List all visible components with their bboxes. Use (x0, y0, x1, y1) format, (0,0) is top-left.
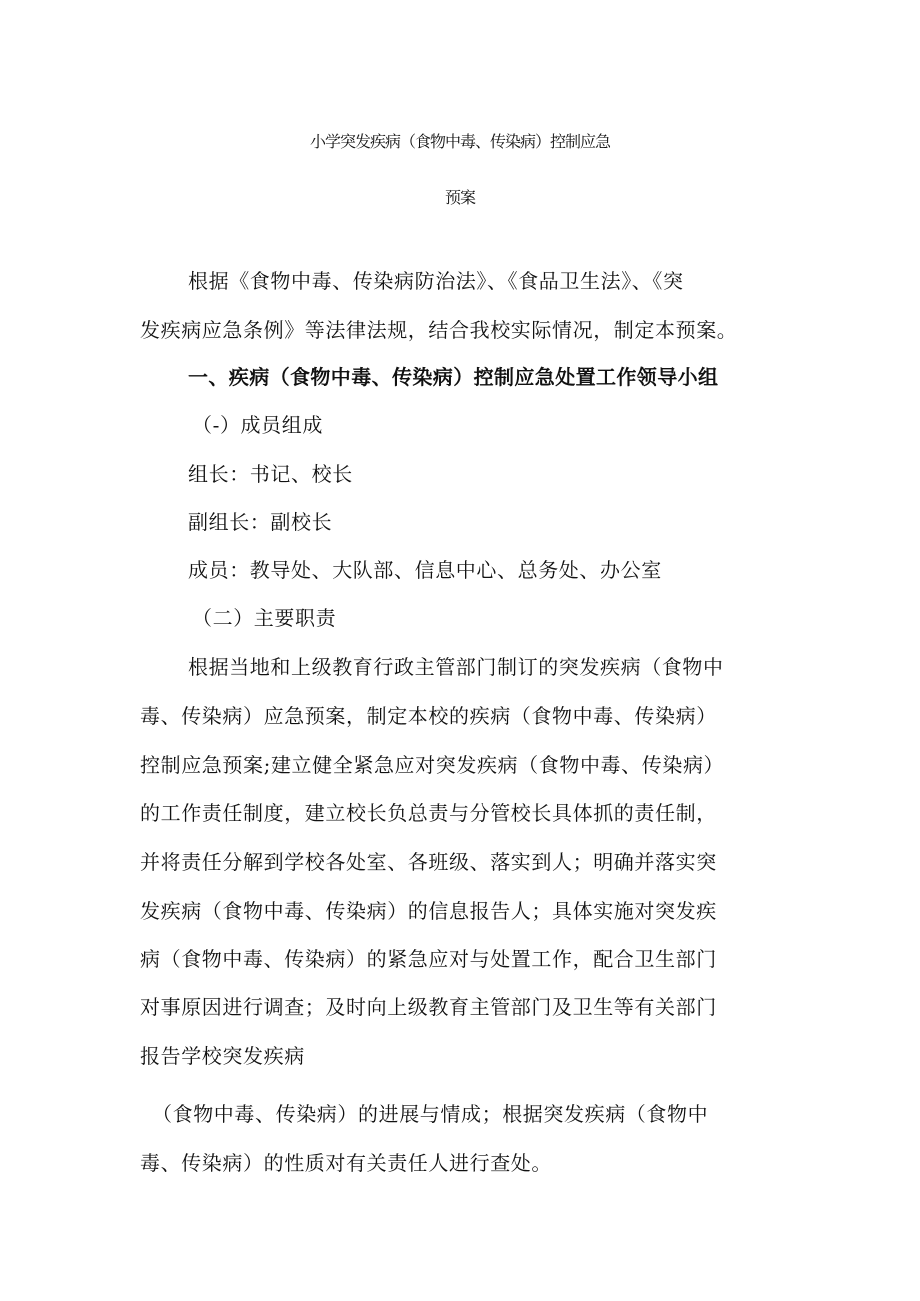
duties-continued-line: 毒、传染病）的性质对有关责任人进行查处。 (140, 1151, 552, 1175)
member-line-leader: 组长：书记、校长 (188, 462, 353, 486)
duties-line: 根据当地和上级教育行政主管部门制订的突发疾病（食物中 (188, 655, 724, 679)
duties-line: 毒、传染病）应急预案，制定本校的疾病（食物中毒、传染病） (140, 704, 717, 728)
subsection-members-heading: （-）成员组成 (192, 413, 323, 437)
duties-line: 控制应急预案;建立健全紧急应对突发疾病（食物中毒、传染病） (140, 753, 725, 777)
section-1-heading: 一、疾病（食物中毒、传染病）控制应急处置工作领导小组 (188, 365, 719, 389)
duties-line: 的工作责任制度，建立校长负总责与分管校长具体抓的责任制， (140, 801, 717, 825)
duties-line: 对事原因进行调查；及时向上级教育主管部门及卫生等有关部门 (140, 995, 717, 1019)
duties-line: 病（食物中毒、传染病）的紧急应对与处置工作，配合卫生部门 (140, 947, 717, 971)
duties-line: 并将责任分解到学校各处室、各班级、落实到人；明确并落实突 (140, 850, 717, 874)
subsection-duties-heading: （二）主要职责 (192, 606, 337, 630)
member-line-members: 成员：教导处、大队部、信息中心、总务处、办公室 (188, 558, 662, 582)
intro-line: 发疾病应急条例》等法律法规，结合我校实际情况，制定本预案。 (140, 318, 738, 342)
duties-continued-line: （食物中毒、传染病）的进展与情成；根据突发疾病（食物中 (152, 1102, 709, 1126)
duties-line: 发疾病（食物中毒、传染病）的信息报告人；具体实施对突发疾 (140, 899, 717, 923)
member-line-deputy: 副组长：副校长 (188, 510, 333, 534)
document-title-line-2: 预案 (444, 188, 475, 207)
duties-line: 报告学校突发疾病 (140, 1044, 305, 1068)
document-title-line-1: 小学突发疾病（食物中毒、传染病）控制应急 (309, 132, 610, 151)
intro-line: 根据《食物中毒、传染病防治法》、《食品卫生法》、《突 (188, 269, 684, 293)
